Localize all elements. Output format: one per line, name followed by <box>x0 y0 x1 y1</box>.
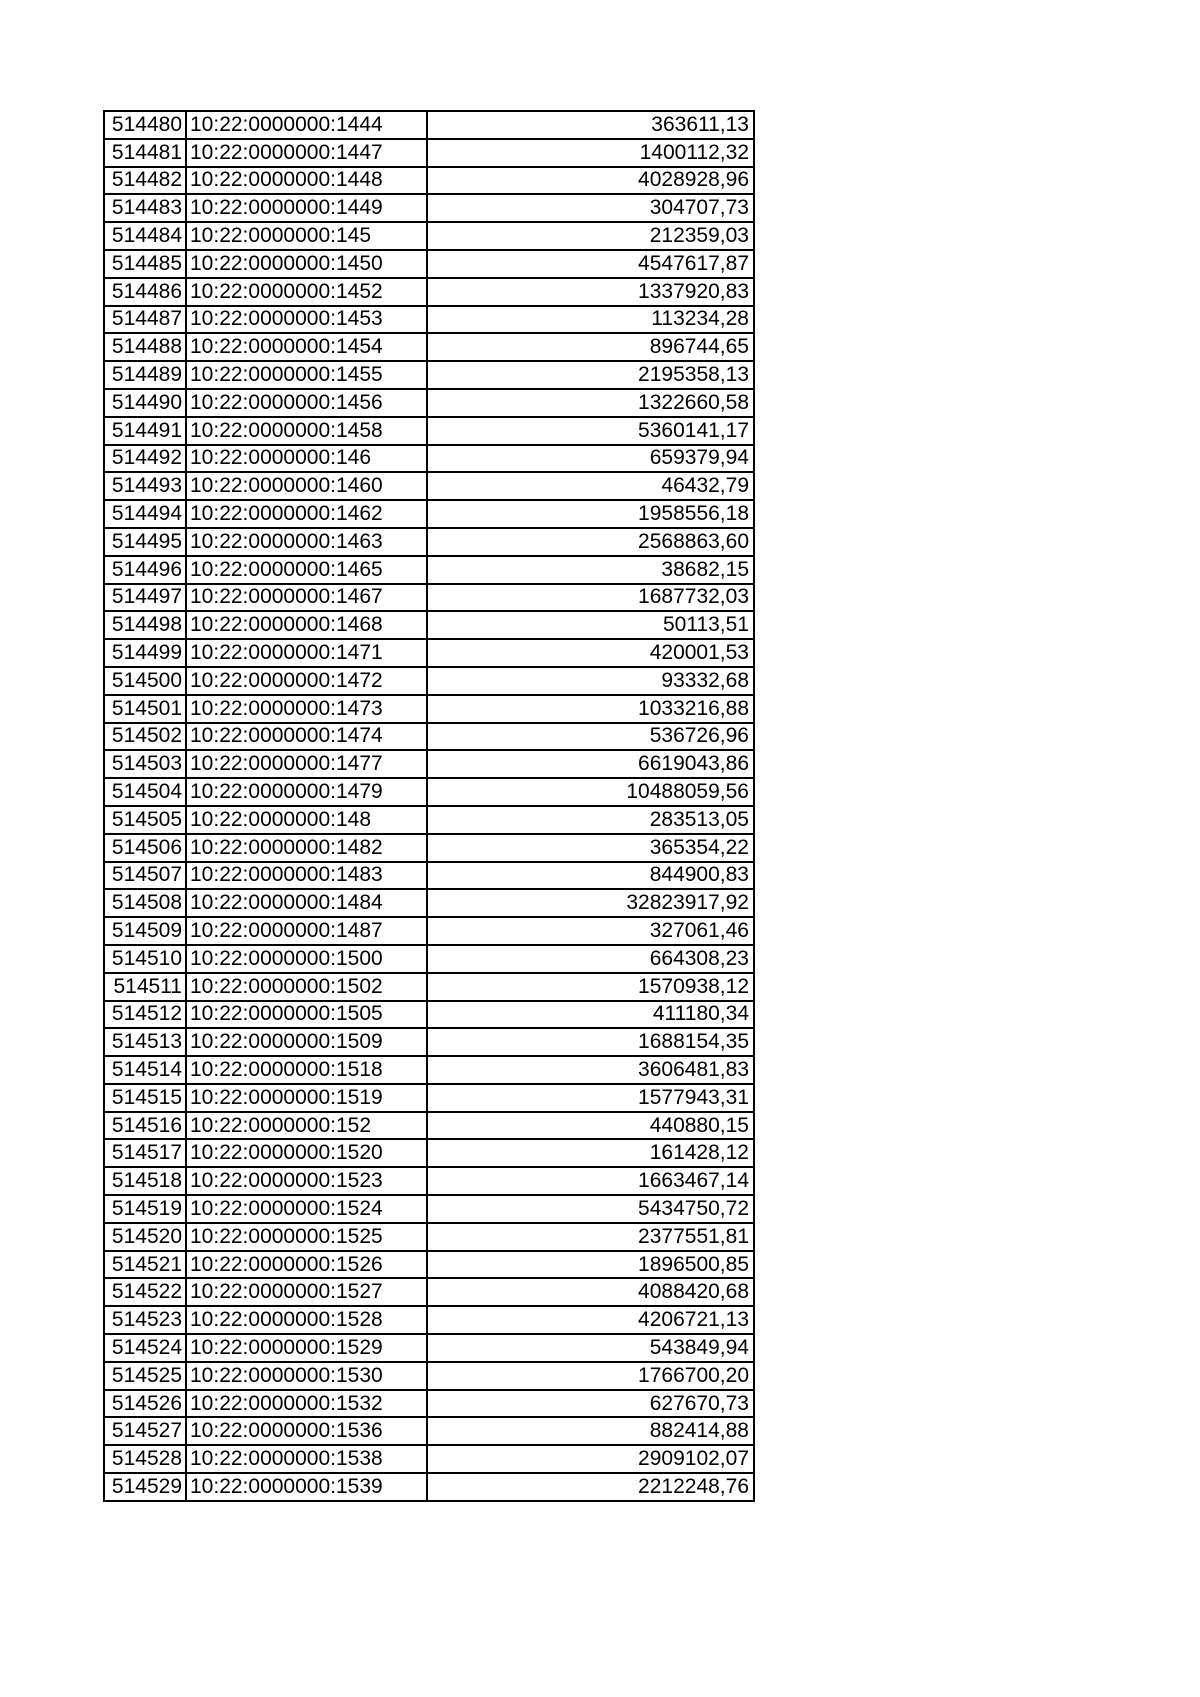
cadastral-number-cell: 10:22:0000000:146 <box>186 445 427 473</box>
table-row <box>104 750 754 778</box>
value-cell: 896744,65 <box>427 333 754 361</box>
row-id-cell: 514482 <box>104 167 186 195</box>
value-cell: 536726,96 <box>427 723 754 751</box>
cadastral-number-cell: 10:22:0000000:148 <box>186 806 427 834</box>
cadastral-number-cell: 10:22:0000000:1467 <box>186 584 427 612</box>
row-id-cell: 514483 <box>104 194 186 222</box>
value-cell: 32823917,92 <box>427 889 754 917</box>
cadastral-number-cell: 10:22:0000000:1518 <box>186 1056 427 1084</box>
row-id-cell: 514512 <box>104 1001 186 1029</box>
value-cell: 1687732,03 <box>427 584 754 612</box>
cadastral-number-cell: 10:22:0000000:1474 <box>186 723 427 751</box>
value-cell: 2195358,13 <box>427 361 754 389</box>
value-cell: 2212248,76 <box>427 1473 754 1501</box>
cadastral-number-cell: 10:22:0000000:1505 <box>186 1001 427 1029</box>
row-id-cell: 514516 <box>104 1112 186 1140</box>
table-row <box>104 1028 754 1056</box>
table-row <box>104 194 754 222</box>
table-row <box>104 945 754 973</box>
cadastral-number-cell: 10:22:0000000:1453 <box>186 306 427 334</box>
value-cell: 411180,34 <box>427 1001 754 1029</box>
value-cell: 161428,12 <box>427 1139 754 1167</box>
value-cell: 1570938,12 <box>427 973 754 1001</box>
value-cell: 420001,53 <box>427 639 754 667</box>
cadastral-number-cell: 10:22:0000000:1519 <box>186 1084 427 1112</box>
cadastral-number-cell: 10:22:0000000:1483 <box>186 862 427 890</box>
row-id-cell: 514498 <box>104 611 186 639</box>
value-cell: 50113,51 <box>427 611 754 639</box>
value-cell: 664308,23 <box>427 945 754 973</box>
table-row <box>104 1167 754 1195</box>
row-id-cell: 514493 <box>104 472 186 500</box>
row-id-cell: 514515 <box>104 1084 186 1112</box>
cadastral-number-cell: 10:22:0000000:1456 <box>186 389 427 417</box>
table-row <box>104 1278 754 1306</box>
row-id-cell: 514518 <box>104 1167 186 1195</box>
row-id-cell: 514495 <box>104 528 186 556</box>
table-row <box>104 250 754 278</box>
table-row <box>104 1473 754 1501</box>
cadastral-number-cell: 10:22:0000000:1449 <box>186 194 427 222</box>
table-row <box>104 1112 754 1140</box>
cadastral-number-cell: 10:22:0000000:1473 <box>186 695 427 723</box>
table-row <box>104 667 754 695</box>
value-cell: 4206721,13 <box>427 1306 754 1334</box>
table-row <box>104 862 754 890</box>
row-id-cell: 514488 <box>104 333 186 361</box>
cadastral-number-cell: 10:22:0000000:1468 <box>186 611 427 639</box>
row-id-cell: 514491 <box>104 417 186 445</box>
row-id-cell: 514526 <box>104 1390 186 1418</box>
cadastral-number-cell: 10:22:0000000:1526 <box>186 1251 427 1279</box>
value-cell: 4547617,87 <box>427 250 754 278</box>
cadastral-number-cell: 10:22:0000000:1477 <box>186 750 427 778</box>
row-id-cell: 514529 <box>104 1473 186 1501</box>
table-row <box>104 806 754 834</box>
row-id-cell: 514496 <box>104 556 186 584</box>
value-cell: 46432,79 <box>427 472 754 500</box>
cadastral-number-cell: 10:22:0000000:1487 <box>186 917 427 945</box>
value-cell: 1688154,35 <box>427 1028 754 1056</box>
table-row <box>104 1139 754 1167</box>
row-id-cell: 514509 <box>104 917 186 945</box>
cadastral-number-cell: 10:22:0000000:1460 <box>186 472 427 500</box>
value-cell: 283513,05 <box>427 806 754 834</box>
row-id-cell: 514521 <box>104 1251 186 1279</box>
row-id-cell: 514484 <box>104 222 186 250</box>
table-row <box>104 695 754 723</box>
value-cell: 1958556,18 <box>427 500 754 528</box>
cadastral-number-cell: 10:22:0000000:1447 <box>186 139 427 167</box>
value-cell: 1577943,31 <box>427 1084 754 1112</box>
row-id-cell: 514522 <box>104 1278 186 1306</box>
cadastral-number-cell: 10:22:0000000:1484 <box>186 889 427 917</box>
value-cell: 882414,88 <box>427 1417 754 1445</box>
table-row <box>104 556 754 584</box>
cadastral-number-cell: 10:22:0000000:1530 <box>186 1362 427 1390</box>
table-row <box>104 584 754 612</box>
cadastral-number-cell: 10:22:0000000:1539 <box>186 1473 427 1501</box>
data-table <box>103 110 755 1502</box>
table-row <box>104 306 754 334</box>
table-row <box>104 889 754 917</box>
cadastral-number-cell: 10:22:0000000:1532 <box>186 1390 427 1418</box>
value-cell: 2377551,81 <box>427 1223 754 1251</box>
row-id-cell: 514507 <box>104 862 186 890</box>
cadastral-number-cell: 10:22:0000000:1463 <box>186 528 427 556</box>
table-row <box>104 445 754 473</box>
row-id-cell: 514500 <box>104 667 186 695</box>
value-cell: 627670,73 <box>427 1390 754 1418</box>
value-cell: 1400112,32 <box>427 139 754 167</box>
row-id-cell: 514513 <box>104 1028 186 1056</box>
cadastral-number-cell: 10:22:0000000:1527 <box>186 1278 427 1306</box>
value-cell: 6619043,86 <box>427 750 754 778</box>
table-row <box>104 139 754 167</box>
row-id-cell: 514494 <box>104 500 186 528</box>
value-cell: 4088420,68 <box>427 1278 754 1306</box>
cadastral-number-cell: 10:22:0000000:1454 <box>186 333 427 361</box>
value-cell: 363611,13 <box>427 111 754 139</box>
value-cell: 304707,73 <box>427 194 754 222</box>
table-row <box>104 528 754 556</box>
table-row <box>104 639 754 667</box>
value-cell: 93332,68 <box>427 667 754 695</box>
value-cell: 212359,03 <box>427 222 754 250</box>
table-row <box>104 611 754 639</box>
value-cell: 365354,22 <box>427 834 754 862</box>
value-cell: 4028928,96 <box>427 167 754 195</box>
cadastral-number-cell: 10:22:0000000:1528 <box>186 1306 427 1334</box>
value-cell: 113234,28 <box>427 306 754 334</box>
value-cell: 1663467,14 <box>427 1167 754 1195</box>
cadastral-number-cell: 10:22:0000000:1465 <box>186 556 427 584</box>
row-id-cell: 514492 <box>104 445 186 473</box>
cadastral-number-cell: 10:22:0000000:1452 <box>186 278 427 306</box>
cadastral-number-cell: 10:22:0000000:1536 <box>186 1417 427 1445</box>
row-id-cell: 514499 <box>104 639 186 667</box>
table-row <box>104 167 754 195</box>
row-id-cell: 514527 <box>104 1417 186 1445</box>
table-row <box>104 361 754 389</box>
row-id-cell: 514503 <box>104 750 186 778</box>
table-row <box>104 500 754 528</box>
table-row <box>104 1001 754 1029</box>
value-cell: 10488059,56 <box>427 778 754 806</box>
row-id-cell: 514528 <box>104 1445 186 1473</box>
cadastral-number-cell: 10:22:0000000:1509 <box>186 1028 427 1056</box>
table-row <box>104 917 754 945</box>
table-row <box>104 222 754 250</box>
value-cell: 5360141,17 <box>427 417 754 445</box>
table-row <box>104 1390 754 1418</box>
table-body <box>104 111 754 1501</box>
row-id-cell: 514506 <box>104 834 186 862</box>
row-id-cell: 514517 <box>104 1139 186 1167</box>
cadastral-number-cell: 10:22:0000000:1529 <box>186 1334 427 1362</box>
cadastral-number-cell: 10:22:0000000:1500 <box>186 945 427 973</box>
value-cell: 659379,94 <box>427 445 754 473</box>
table-row <box>104 111 754 139</box>
row-id-cell: 514523 <box>104 1306 186 1334</box>
table-row <box>104 1362 754 1390</box>
value-cell: 1322660,58 <box>427 389 754 417</box>
table-row <box>104 1445 754 1473</box>
cadastral-number-cell: 10:22:0000000:1520 <box>186 1139 427 1167</box>
value-cell: 1337920,83 <box>427 278 754 306</box>
table-row <box>104 1417 754 1445</box>
value-cell: 440880,15 <box>427 1112 754 1140</box>
table-row <box>104 1306 754 1334</box>
row-id-cell: 514485 <box>104 250 186 278</box>
row-id-cell: 514481 <box>104 139 186 167</box>
table-row <box>104 973 754 1001</box>
cadastral-number-cell: 10:22:0000000:1448 <box>186 167 427 195</box>
cadastral-number-cell: 10:22:0000000:1471 <box>186 639 427 667</box>
cadastral-number-cell: 10:22:0000000:152 <box>186 1112 427 1140</box>
value-cell: 1896500,85 <box>427 1251 754 1279</box>
row-id-cell: 514525 <box>104 1362 186 1390</box>
table-row <box>104 417 754 445</box>
value-cell: 2909102,07 <box>427 1445 754 1473</box>
table-row <box>104 472 754 500</box>
table-row <box>104 723 754 751</box>
row-id-cell: 514497 <box>104 584 186 612</box>
table-row <box>104 1223 754 1251</box>
value-cell: 1033216,88 <box>427 695 754 723</box>
row-id-cell: 514501 <box>104 695 186 723</box>
row-id-cell: 514489 <box>104 361 186 389</box>
table-row <box>104 1195 754 1223</box>
cadastral-number-cell: 10:22:0000000:1462 <box>186 500 427 528</box>
cadastral-number-cell: 10:22:0000000:1450 <box>186 250 427 278</box>
table-row <box>104 278 754 306</box>
row-id-cell: 514487 <box>104 306 186 334</box>
cadastral-number-cell: 10:22:0000000:1538 <box>186 1445 427 1473</box>
row-id-cell: 514486 <box>104 278 186 306</box>
row-id-cell: 514519 <box>104 1195 186 1223</box>
cadastral-number-cell: 10:22:0000000:1458 <box>186 417 427 445</box>
row-id-cell: 514510 <box>104 945 186 973</box>
cadastral-number-cell: 10:22:0000000:1479 <box>186 778 427 806</box>
value-cell: 38682,15 <box>427 556 754 584</box>
table-row <box>104 1334 754 1362</box>
table-row <box>104 778 754 806</box>
cadastral-number-cell: 10:22:0000000:1472 <box>186 667 427 695</box>
cadastral-number-cell: 10:22:0000000:1523 <box>186 1167 427 1195</box>
table-row <box>104 1251 754 1279</box>
row-id-cell: 514502 <box>104 723 186 751</box>
value-cell: 327061,46 <box>427 917 754 945</box>
value-cell: 3606481,83 <box>427 1056 754 1084</box>
value-cell: 2568863,60 <box>427 528 754 556</box>
cadastral-number-cell: 10:22:0000000:1524 <box>186 1195 427 1223</box>
value-cell: 5434750,72 <box>427 1195 754 1223</box>
cadastral-number-cell: 10:22:0000000:1444 <box>186 111 427 139</box>
row-id-cell: 514505 <box>104 806 186 834</box>
cadastral-number-cell: 10:22:0000000:1482 <box>186 834 427 862</box>
cadastral-number-cell: 10:22:0000000:1502 <box>186 973 427 1001</box>
row-id-cell: 514480 <box>104 111 186 139</box>
table-row <box>104 1084 754 1112</box>
cadastral-number-cell: 10:22:0000000:1525 <box>186 1223 427 1251</box>
row-id-cell: 514511 <box>104 973 186 1001</box>
row-id-cell: 514504 <box>104 778 186 806</box>
value-cell: 844900,83 <box>427 862 754 890</box>
row-id-cell: 514520 <box>104 1223 186 1251</box>
table-row <box>104 834 754 862</box>
value-cell: 1766700,20 <box>427 1362 754 1390</box>
row-id-cell: 514524 <box>104 1334 186 1362</box>
table-row <box>104 389 754 417</box>
row-id-cell: 514508 <box>104 889 186 917</box>
table-row <box>104 333 754 361</box>
row-id-cell: 514514 <box>104 1056 186 1084</box>
cadastral-number-cell: 10:22:0000000:145 <box>186 222 427 250</box>
row-id-cell: 514490 <box>104 389 186 417</box>
table-row <box>104 1056 754 1084</box>
cadastral-number-cell: 10:22:0000000:1455 <box>186 361 427 389</box>
value-cell: 543849,94 <box>427 1334 754 1362</box>
